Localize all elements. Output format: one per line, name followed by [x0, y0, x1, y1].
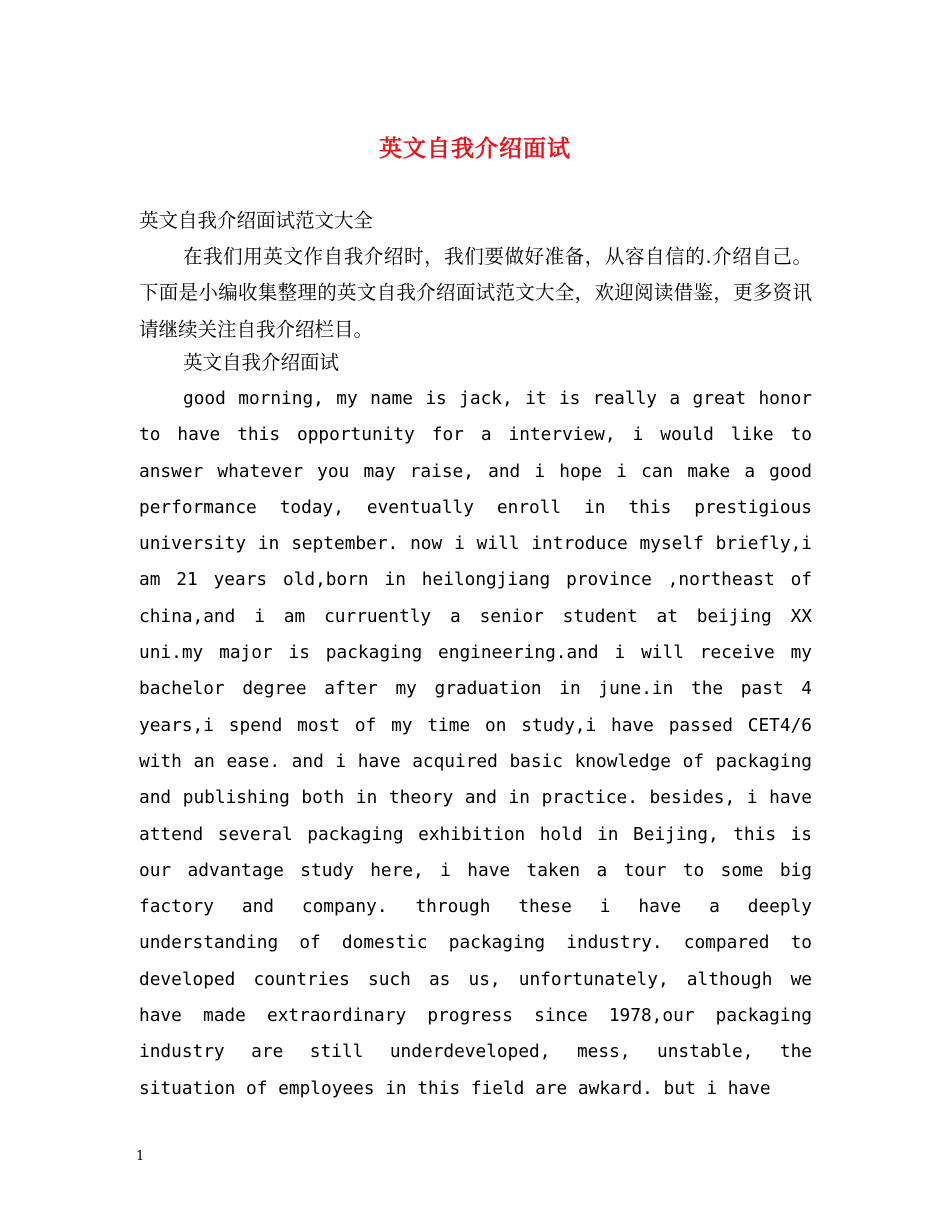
intro-block	[139, 239, 812, 348]
section-heading: 英文自我介绍面试	[183, 351, 340, 374]
english-body-block	[139, 381, 812, 1107]
section-heading-block	[139, 345, 812, 381]
document-title: 英文自我介绍面试	[379, 136, 571, 162]
intro-paragraph: 在我们用英文作自我介绍时，我们要做好准备，从容自信的.介绍自己。下面是小编收集整理的英文自我介绍面试范文大全，欢迎阅读借鉴，更多资讯请继续关注自我介绍栏目。	[139, 245, 812, 341]
document-subtitle: 英文自我介绍面试范文大全	[139, 209, 374, 232]
page-number: 1	[136, 1149, 145, 1164]
subtitle-block	[139, 203, 812, 239]
english-body-paragraph: good morning, my name is jack, it is really a great honor to have this opportunity for a interview, i would like to answer whatever you may raise, and i hope i can make a good performance today, eventually enroll in this prestigious university in september. now i will introduce myself briefly,i am 21 years old,born in heilongjiang province ,northeast of china,and i am curruently a senior student at beijing XX uni.my major is packaging engineering.and i will receive my bachelor degree after my graduation in june.in the past 4 years,i spend most of my time on study,i have passed CET4/6 with an ease. and i have acquired basic knowledge of packaging and publishing both in theory and in practice. besides, i have attend several packaging exhibition hold in Beijing, this is our advantage study here, i have taken a tour to some big factory and company. through these i have a deeply understanding of domestic packaging industry. compared to developed countries such as us, unfortunately, although we have made extraordinary progress since 1978,our packaging industry are still underdeveloped, mess, unstable, the situation of employees in this field are awkard. but i have	[139, 388, 812, 1099]
